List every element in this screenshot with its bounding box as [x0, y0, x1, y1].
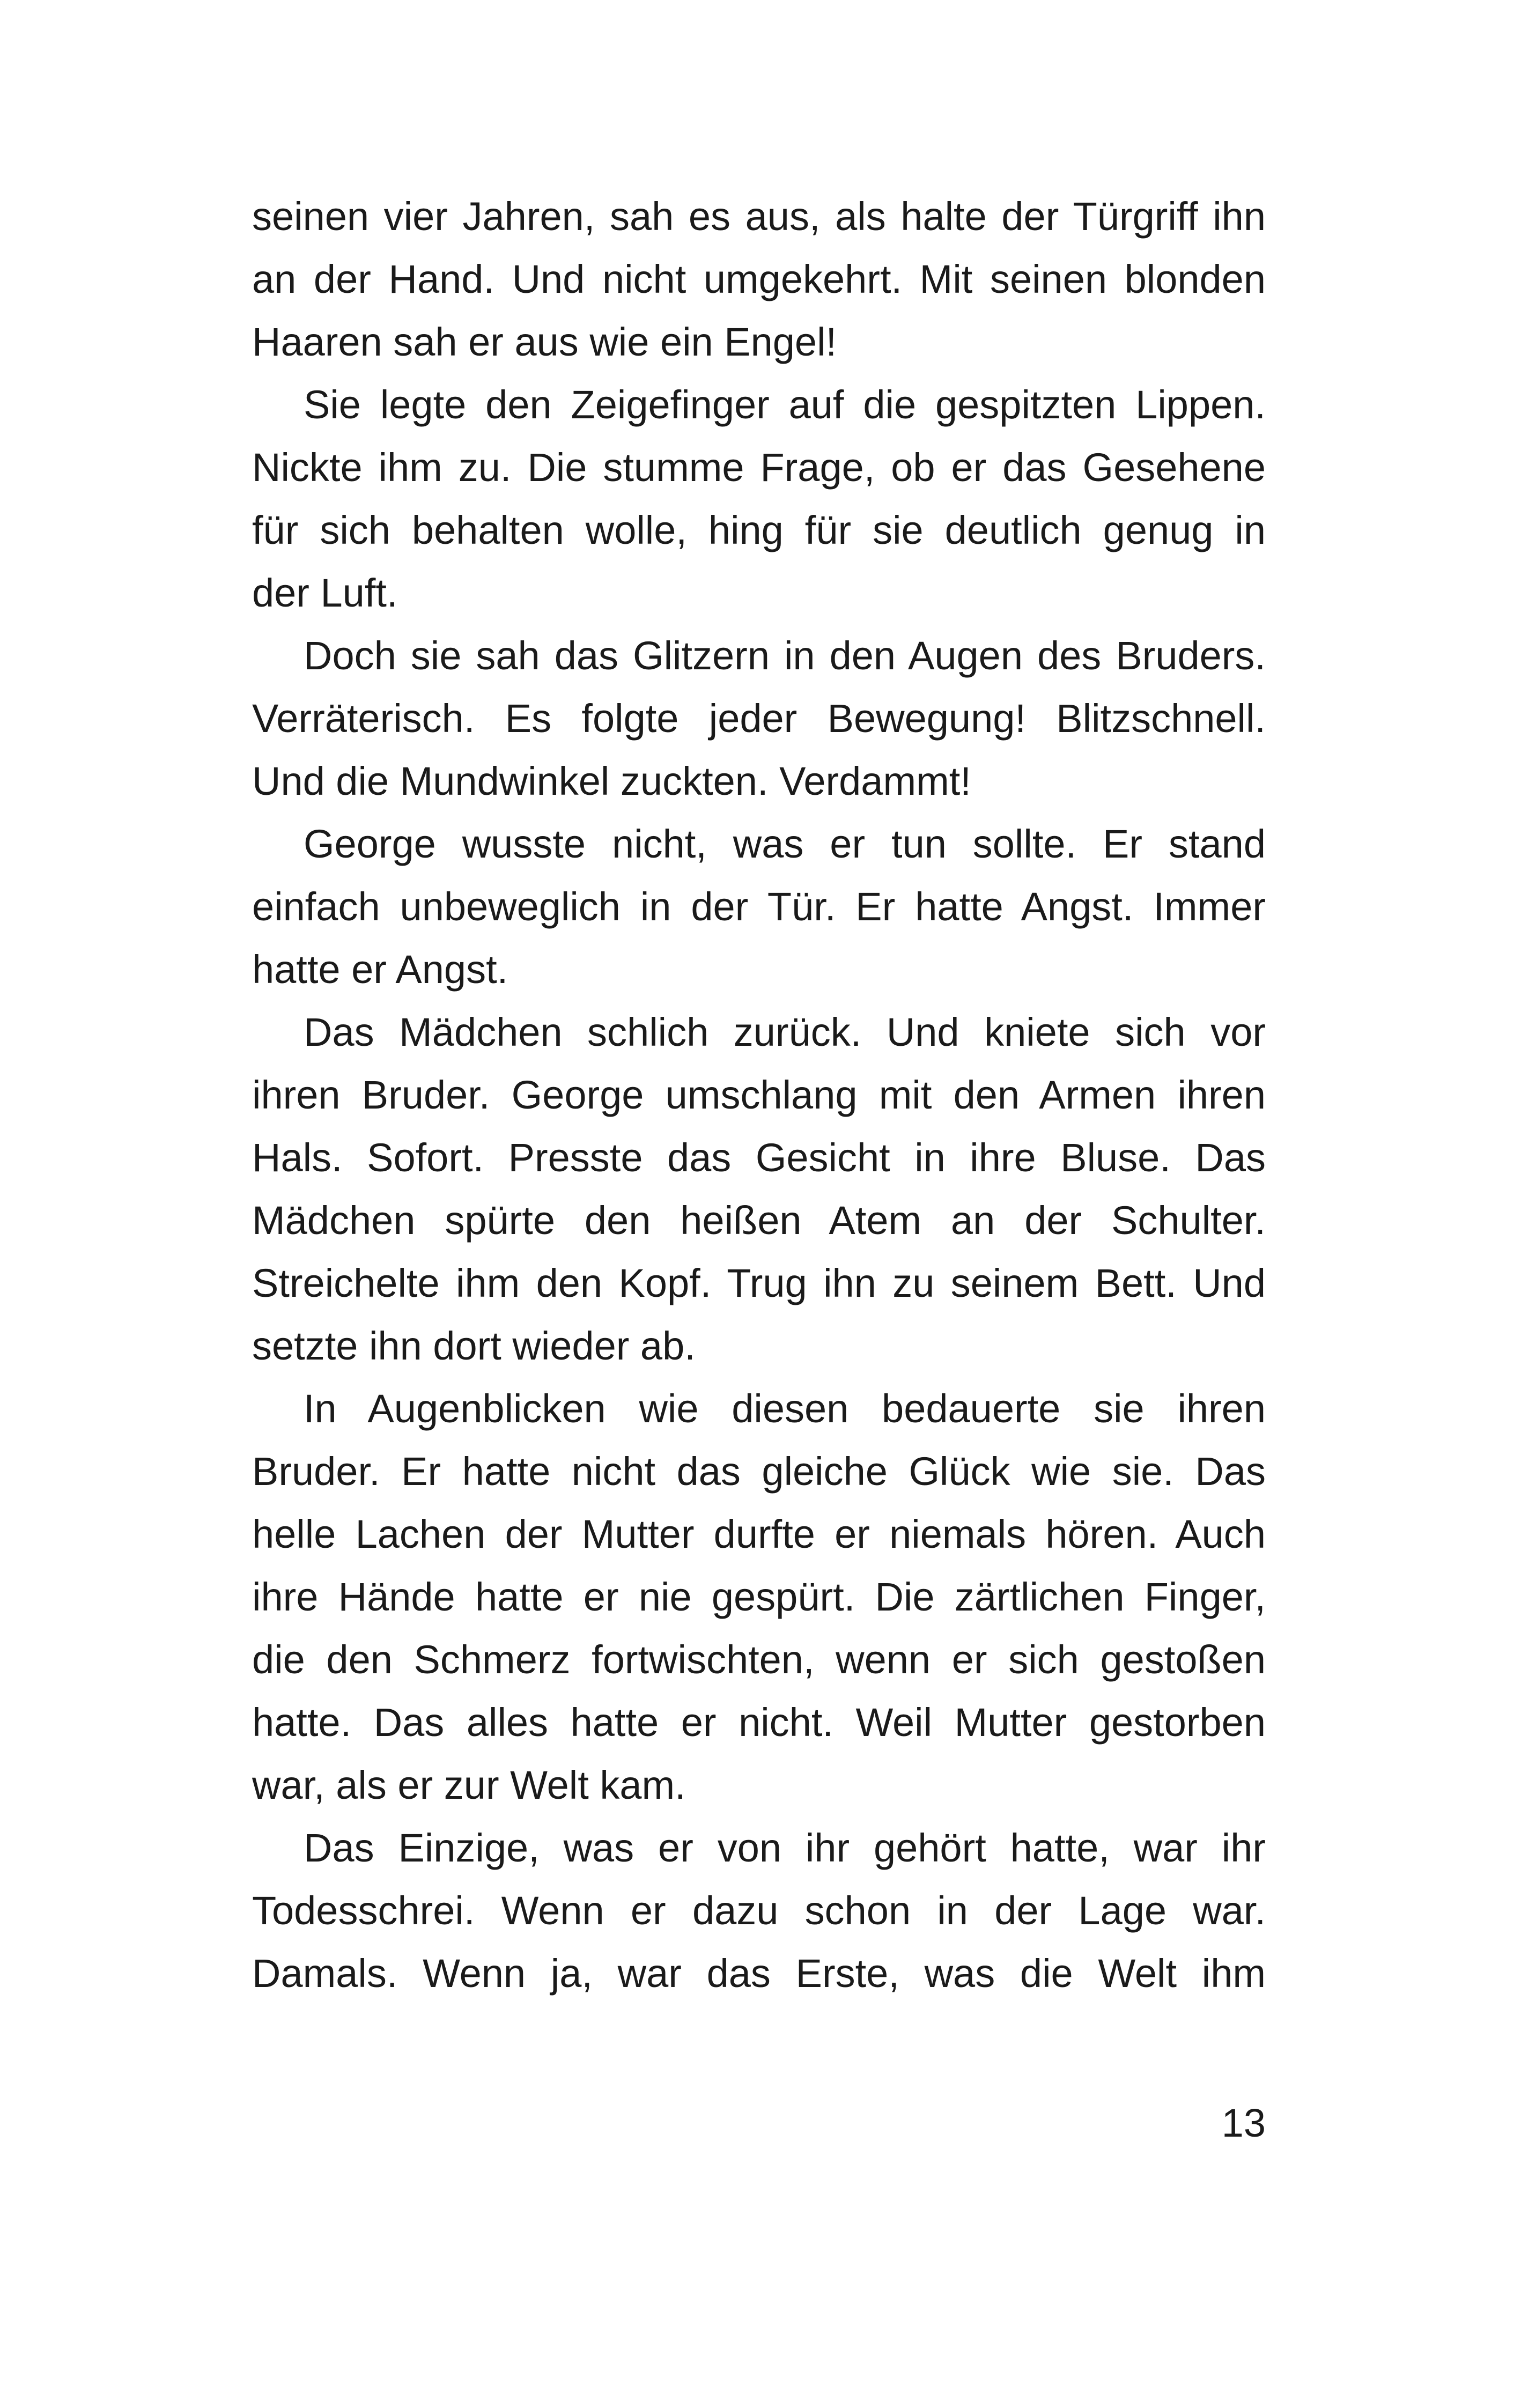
- text-line: für sich behalten wolle, hing für sie deutlich genug in: [252, 508, 1266, 552]
- text-line: Damals. Wenn ja, war das Erste, was die Welt ihm: [252, 1951, 1266, 1996]
- text-line: helle Lachen der Mutter durfte er niemals hören. Auch: [252, 1512, 1266, 1556]
- text-line: Bruder. Er hatte nicht das gleiche Glück wie sie. Das: [252, 1449, 1266, 1494]
- text-line: Doch sie sah das Glitzern in den Augen des Bruders.: [304, 633, 1266, 678]
- text-line: ihren Bruder. George umschlang mit den Armen ihren: [252, 1073, 1266, 1117]
- text-line: einfach unbeweglich in der Tür. Er hatte Angst. Immer: [252, 884, 1266, 929]
- text-line: Streichelte ihm den Kopf. Trug ihn zu seinem Bett. Und: [252, 1261, 1266, 1305]
- text-line: Nickte ihm zu. Die stumme Frage, ob er das Gesehene: [252, 445, 1266, 490]
- paragraph: [252, 373, 1266, 624]
- text-line: der Luft.: [252, 571, 398, 615]
- text-line: In Augenblicken wie diesen bedauerte sie ihren: [304, 1386, 1266, 1431]
- page-number: 13: [1221, 2101, 1266, 2145]
- text-line: Todesschrei. Wenn er dazu schon in der Lage war.: [252, 1888, 1266, 1933]
- paragraph: [252, 1001, 1266, 1377]
- text-line: Mädchen spürte den heißen Atem an der Schulter.: [252, 1198, 1266, 1243]
- body-text: [252, 185, 1266, 2005]
- text-line: setzte ihn dort wieder ab.: [252, 1324, 696, 1368]
- text-line: Das Einzige, was er von ihr gehört hatte, war ihr: [304, 1826, 1266, 1870]
- text-line: Das Mädchen schlich zurück. Und kniete sich vor: [304, 1010, 1266, 1054]
- paragraph: [252, 1816, 1266, 2005]
- text-line: die den Schmerz fortwischten, wenn er sich gestoßen: [252, 1637, 1266, 1682]
- text-line: hatte er Angst.: [252, 947, 508, 992]
- text-line: Haaren sah er aus wie ein Engel!: [252, 320, 837, 364]
- text-line: an der Hand. Und nicht umgekehrt. Mit seinen blonden: [252, 257, 1266, 301]
- paragraph: [252, 624, 1266, 812]
- text-line: hatte. Das alles hatte er nicht. Weil Mutter gestorben: [252, 1700, 1266, 1745]
- paragraph: [252, 1377, 1266, 1816]
- text-line: Hals. Sofort. Presste das Gesicht in ihre Bluse. Das: [252, 1135, 1266, 1180]
- text-line: ihre Hände hatte er nie gespürt. Die zärtlichen Finger,: [252, 1575, 1266, 1619]
- paragraph: [252, 185, 1266, 373]
- text-line: war, als er zur Welt kam.: [252, 1763, 686, 1807]
- paragraph: [252, 812, 1266, 1001]
- text-line: Verräterisch. Es folgte jeder Bewegung! Blitzschnell.: [252, 696, 1266, 741]
- text-line: Sie legte den Zeigefinger auf die gespitzten Lippen.: [304, 382, 1266, 427]
- text-line: George wusste nicht, was er tun sollte. Er stand: [304, 822, 1266, 866]
- text-line: seinen vier Jahren, sah es aus, als halte der Türgriff ihn: [252, 194, 1266, 239]
- text-line: Und die Mundwinkel zuckten. Verdammt!: [252, 759, 971, 803]
